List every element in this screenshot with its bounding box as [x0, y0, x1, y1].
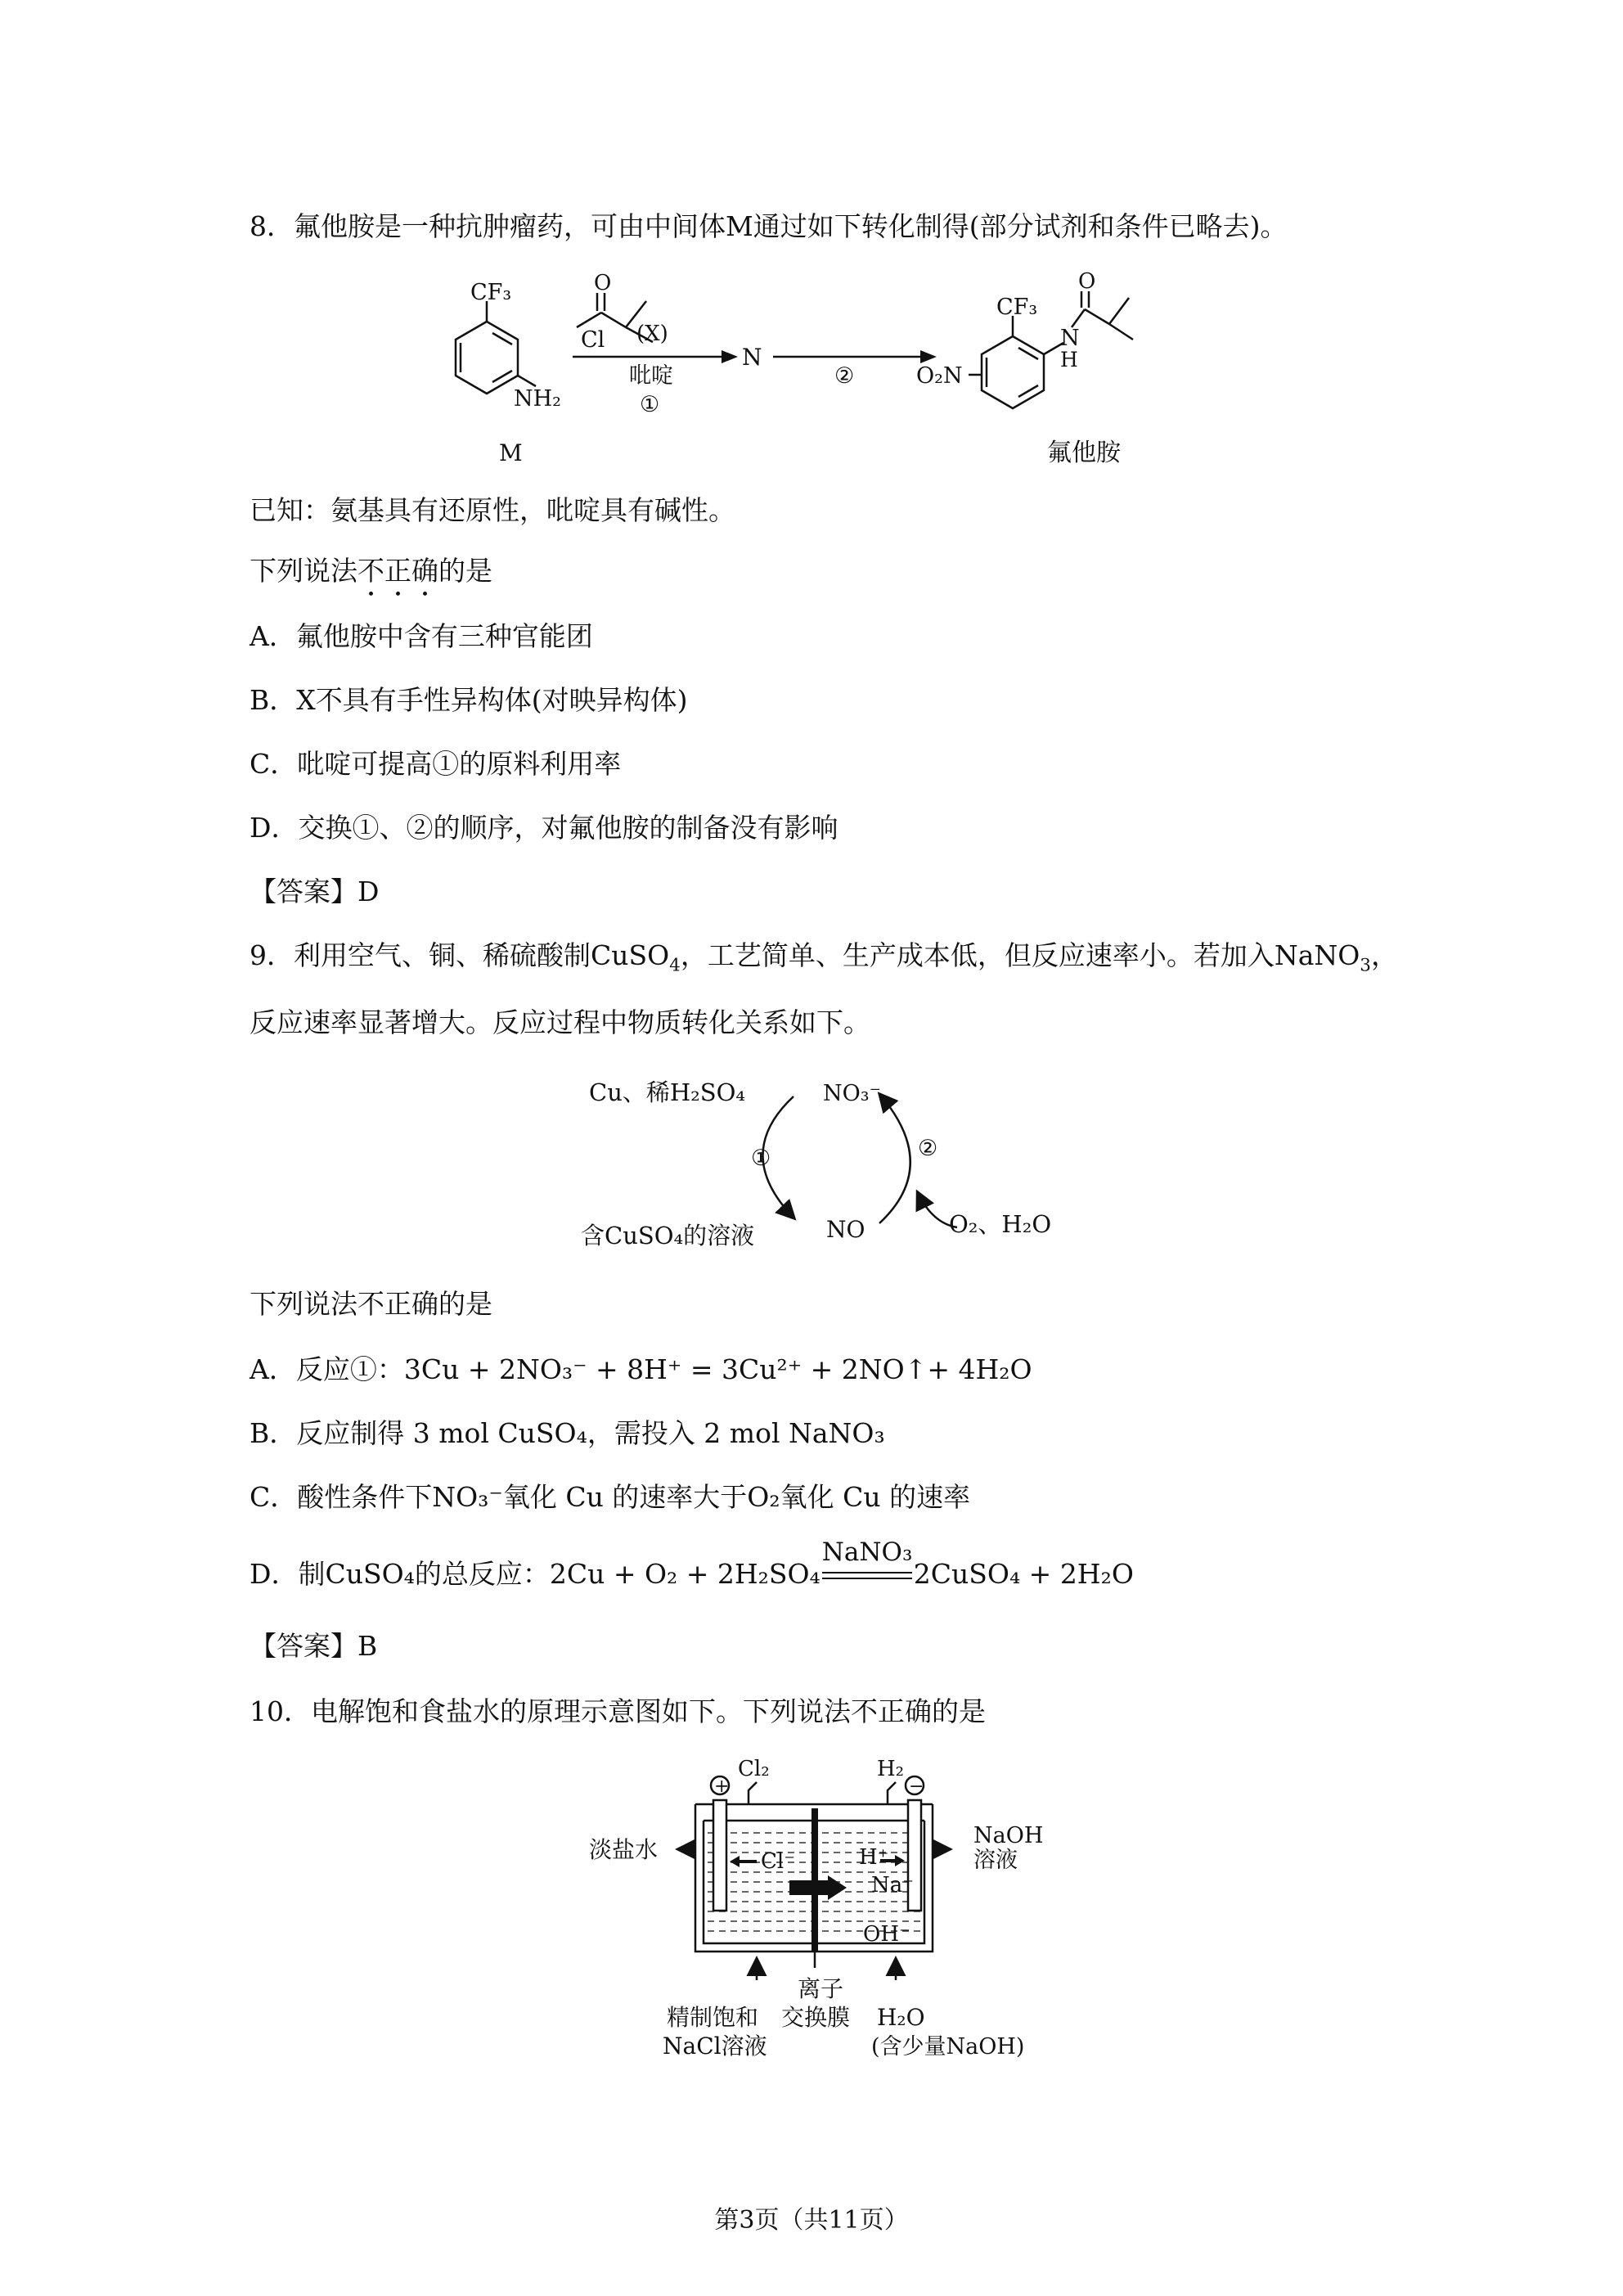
cond-pyridine: 吡啶	[629, 363, 673, 389]
page-footer: 第3页（共11页）	[714, 2206, 909, 2235]
cl2-label: Cl₂	[738, 1757, 770, 1781]
emphasis-not-correct: 不正确	[357, 555, 438, 587]
cycle-step-2: ②	[918, 1136, 938, 1161]
cl2-outlet	[749, 1782, 757, 1804]
membrane-label-1: 离子	[798, 1975, 844, 2002]
fluta-synthesis-scheme	[425, 260, 1137, 481]
q9-answer: 【答案】B	[250, 1630, 378, 1662]
cycle-bottom-left: 含CuSO₄的溶液	[581, 1222, 755, 1249]
right-outlet-label-2: 溶液	[973, 1848, 1018, 1873]
product-o: O	[1078, 269, 1096, 294]
q9-question: 下列说法不正确的是	[250, 1288, 492, 1320]
product-h: H	[1060, 348, 1078, 371]
reagent-x: (X)	[636, 322, 668, 346]
product-n: N	[1060, 326, 1080, 351]
ion-exchange-membrane	[812, 1808, 818, 1952]
cycle-top-left: Cu、稀H₂SO₄	[589, 1078, 746, 1106]
m-cf3: CF₃	[470, 280, 512, 305]
q8-answer: 【答案】D	[250, 876, 380, 907]
plus-sign: +	[714, 1776, 730, 1797]
q9-stem-line1: 9．利用空气、铜、稀硫酸制CuSO$_4$，工艺简单、生产成本低，但反应速率小。若加入NaNO$_3$，	[250, 939, 1398, 976]
label-flutamide: 氟他胺	[1047, 439, 1121, 467]
q8-stem: 8．氟他胺是一种抗肿瘤药，可由中间体M通过如下转化制得(部分试剂和条件已略去)。	[250, 210, 1288, 242]
m-nh2: NH₂	[514, 386, 561, 412]
m-structure	[456, 301, 536, 394]
h2-outlet	[888, 1782, 896, 1804]
ion-na: Na⁺	[871, 1873, 914, 1898]
product-cf3: CF₃	[996, 295, 1038, 320]
ion-h: H⁺	[859, 1845, 889, 1870]
arrow-step-2	[773, 350, 937, 363]
q9-option-c: C．酸性条件下NO₃⁻氧化 Cu 的速率大于O₂氧化 Cu 的速率	[250, 1481, 971, 1513]
step-2-label: ②	[834, 363, 855, 389]
q8-option-a: A．氟他胺中含有三种官能团	[250, 620, 593, 652]
minus-sign: −	[909, 1776, 924, 1797]
q8-question: 下列说法不正确的是	[250, 555, 492, 587]
q8-known: 已知：氨基具有还原性，吡啶具有碱性。	[250, 494, 735, 526]
nitrate-catalysis-cycle	[573, 1064, 1096, 1268]
anode	[713, 1800, 726, 1911]
cycle-bottom-mid: NO	[826, 1216, 865, 1243]
membrane-label-2: 交换膜	[781, 2004, 851, 2031]
right-outlet-label-1: NaOH	[973, 1823, 1044, 1848]
q9-option-a: A．反应①：3Cu + 2NO₃⁻ + 8H⁺ = 3Cu²⁺ + 2NO↑+ 4H₂O	[250, 1353, 1032, 1385]
cycle-top-right: NO₃⁻	[823, 1081, 881, 1106]
electrolysis-cell-diagram	[589, 1751, 1072, 2078]
product-no2: O₂N	[916, 363, 963, 389]
left-inlet-label-1: 精制饱和	[667, 2004, 759, 2031]
step-1-label: ①	[640, 392, 660, 417]
equal-sign-catalyst: NaNO₃	[822, 1564, 912, 1588]
q10-stem: 10．电解饱和食盐水的原理示意图如下。下列说法不正确的是	[250, 1695, 986, 1727]
q8-option-b: B．X不具有手性异构体(对映异构体)	[250, 684, 688, 716]
reagent-cl: Cl	[581, 327, 605, 353]
reagent-o: O	[594, 271, 612, 295]
intermediate-n: N	[742, 344, 762, 371]
q8-option-d: D．交换①、②的顺序，对氟他胺的制备没有影响	[250, 812, 838, 844]
h2-label: H₂	[877, 1757, 905, 1781]
label-m: M	[499, 439, 523, 466]
cycle-bottom-right: O₂、H₂O	[949, 1210, 1052, 1238]
q9-option-b: B．反应制得 3 mol CuSO₄，需投入 2 mol NaNO₃	[250, 1417, 885, 1449]
cycle-step-1: ①	[751, 1146, 771, 1171]
cl-ion-arrow	[730, 1856, 757, 1867]
right-inlet-label-2: (含少量NaOH)	[871, 2034, 1025, 2060]
q9-option-d: D．制CuSO₄的总反应：2Cu + O₂ + 2H₂SO₄ NaNO₃ 2CuSO₄ + 2H₂O	[250, 1537, 1134, 1590]
left-inlet-label-2: NaCl溶液	[663, 2033, 767, 2060]
flutamide-structure	[969, 291, 1133, 408]
ion-cl: Cl⁻	[761, 1849, 795, 1874]
ion-oh: OH⁻	[863, 1922, 910, 1947]
left-outlet-label: 淡盐水	[589, 1836, 659, 1863]
cycle-arrow-2	[879, 1095, 910, 1223]
q9-stem-line2: 反应速率显著增大。反应过程中物质转化关系如下。	[250, 1006, 870, 1038]
q8-option-c: C．吡啶可提高①的原料利用率	[250, 748, 622, 780]
right-inlet-label-1: H₂O	[877, 2004, 925, 2031]
